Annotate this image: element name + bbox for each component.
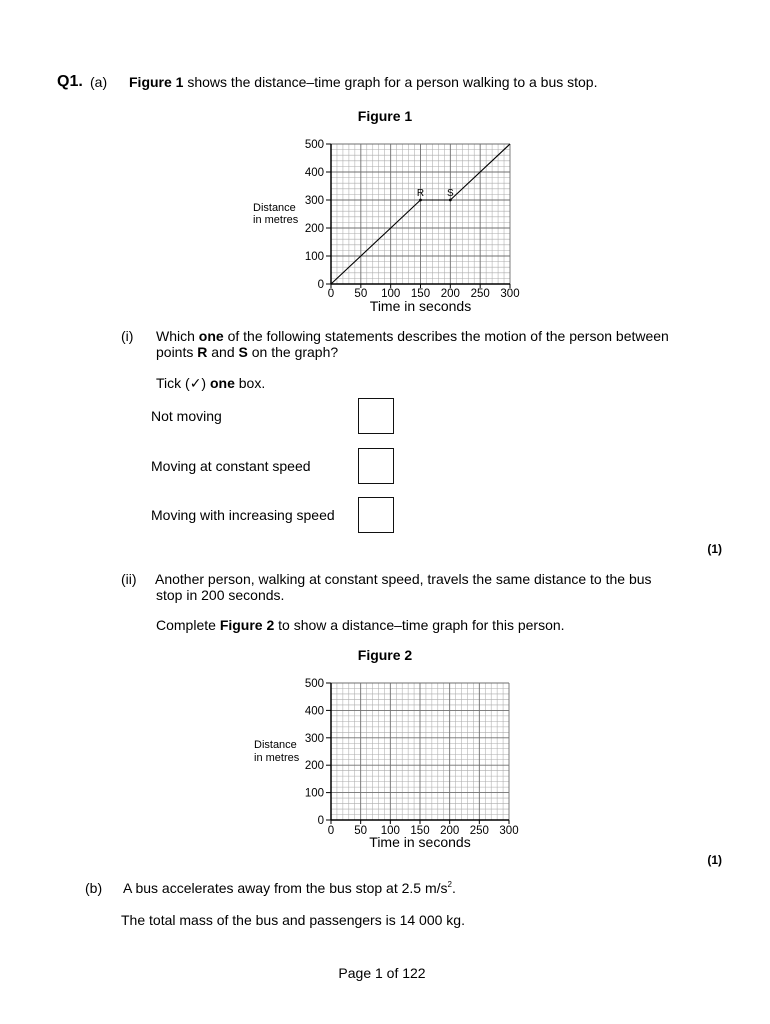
question-number: Q1. <box>57 73 83 90</box>
marks-label: (1) <box>707 542 722 556</box>
x-tick-label: 150 <box>410 825 430 837</box>
text-segment: box. <box>234 375 266 391</box>
part-i-question-line-2 <box>156 344 338 360</box>
y-tick-label: 500 <box>304 139 324 151</box>
y-tick-label: 400 <box>304 705 324 718</box>
point-r-label: R <box>416 188 425 199</box>
y-tick-label: 0 <box>317 815 324 827</box>
y-tick-label: 200 <box>304 223 324 235</box>
x-tick-label: 250 <box>470 288 490 300</box>
tick-box[interactable] <box>358 398 394 434</box>
y-tick-label: 200 <box>304 760 324 773</box>
y-tick-label: 500 <box>304 678 324 690</box>
figure-1-title: Figure 1 <box>357 108 413 124</box>
x-tick-label: 0 <box>327 288 335 300</box>
part-b-label: (b) <box>85 880 103 896</box>
text-segment: Tick (✓) <box>156 375 210 391</box>
figure-2-title: Figure 2 <box>357 647 413 663</box>
x-tick-label: 50 <box>354 825 368 837</box>
x-tick-label: 50 <box>354 288 368 300</box>
point-r-ref: R <box>197 344 208 360</box>
answer-option-not-moving <box>151 398 396 434</box>
part-b-line-1 <box>123 880 456 896</box>
x-tick-label: 100 <box>381 288 401 300</box>
x-tick-label: 0 <box>327 825 335 837</box>
y-axis-title-line: in metres <box>254 752 300 764</box>
option-label: Moving with increasing speed <box>151 507 335 523</box>
text-segment: Complete <box>156 617 220 633</box>
superscript: 2 <box>447 880 452 889</box>
part-a-intro <box>129 74 597 90</box>
figure-2-ref: Figure 2 <box>219 617 275 633</box>
text-segment: on the graph? <box>247 344 339 360</box>
point-s-ref: S <box>238 344 248 360</box>
y-tick-label: 100 <box>304 787 324 800</box>
part-i-label: (i) <box>121 328 134 344</box>
annotation-point <box>449 199 452 202</box>
marks-label: (1) <box>707 853 722 867</box>
x-axis-title: Time in seconds <box>369 834 471 850</box>
tick-box[interactable] <box>358 448 394 484</box>
figure-1-chart <box>240 130 540 320</box>
y-axis-title-line: Distance <box>253 202 296 214</box>
y-tick-label: 300 <box>304 195 324 207</box>
text-segment: to show a distance–time graph for this person. <box>274 617 565 633</box>
x-tick-label: 200 <box>440 825 460 837</box>
tick-box[interactable] <box>358 497 394 533</box>
x-axis-title: Time in seconds <box>369 298 472 314</box>
y-tick-label: 300 <box>304 732 324 745</box>
intro-figure-ref: Figure 1 <box>129 74 184 90</box>
text-segment: . <box>451 880 456 896</box>
x-tick-label: 100 <box>380 825 400 837</box>
text-segment: of the following statements describes the motion of the person between <box>223 328 669 344</box>
text-segment: Which <box>156 328 199 344</box>
tick-instruction <box>156 375 265 391</box>
x-tick-label: 300 <box>500 288 520 300</box>
intro-text: shows the distance–time graph for a person walking to a bus stop. <box>183 74 598 90</box>
x-tick-label: 300 <box>499 825 519 837</box>
option-label: Moving at constant speed <box>151 458 311 474</box>
y-axis-title-line: Distance <box>254 739 297 751</box>
y-tick-label: 0 <box>317 279 324 291</box>
answer-option-increasing-speed <box>151 497 396 533</box>
part-ii-question-line-1: Another person, walking at constant speed, travels the same distance to the bus <box>155 571 652 587</box>
y-tick-label: 100 <box>304 251 324 263</box>
y-axis-title-line: in metres <box>253 214 299 226</box>
part-i-question-line-1 <box>156 328 669 344</box>
x-tick-label: 150 <box>410 288 431 300</box>
page-number: Page 1 of 122 <box>338 965 426 981</box>
part-ii-label: (ii) <box>121 571 137 587</box>
text-segment: A bus accelerates away from the bus stop at 2.5 m/s <box>123 880 448 896</box>
figure-2-chart <box>240 669 540 855</box>
text-segment: and <box>207 344 239 360</box>
x-tick-label: 200 <box>440 288 460 300</box>
answer-option-constant-speed <box>151 448 396 484</box>
part-ii-question-line-2: stop in 200 seconds. <box>156 587 285 603</box>
text-segment: points <box>156 344 198 360</box>
point-s-label: S <box>446 188 454 199</box>
x-tick-label: 250 <box>469 825 489 837</box>
part-a-label: (a) <box>90 74 108 90</box>
y-tick-label: 400 <box>304 167 324 179</box>
part-ii-instruction <box>156 617 565 633</box>
emphasis-one: one <box>198 328 224 344</box>
annotation-point <box>419 199 422 202</box>
emphasis-one: one <box>209 375 235 391</box>
part-b-line-2: The total mass of the bus and passengers is 14 000 kg. <box>121 912 465 928</box>
option-label: Not moving <box>151 408 222 424</box>
